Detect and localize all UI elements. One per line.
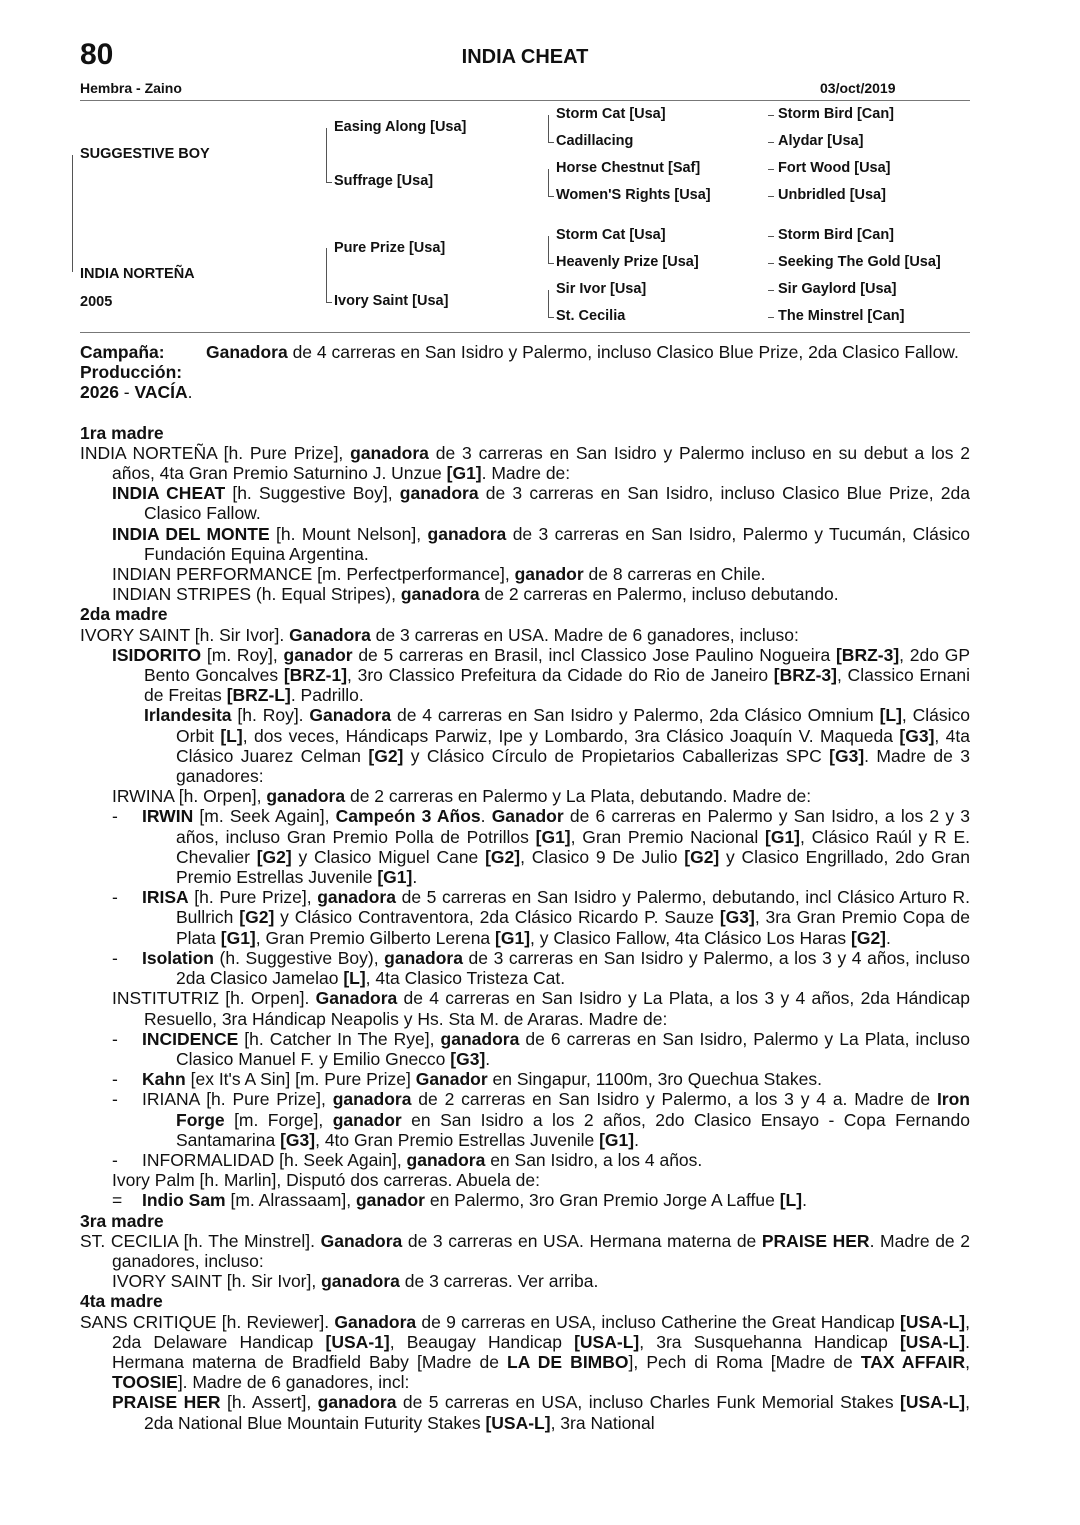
bold-run: LA DE BIMBO <box>507 1351 629 1372</box>
text-run: . <box>485 1048 491 1069</box>
pedigree-entry <box>80 806 970 887</box>
text-run: IRIANA [h. Pure Prize], <box>142 1089 333 1110</box>
pedigree-gen2: Suffrage [Usa] <box>334 173 434 189</box>
pedigree-sire: SUGGESTIVE BOY <box>80 146 210 162</box>
horse-name: INDIA CHEAT <box>461 46 589 68</box>
catalog-body <box>80 342 970 1433</box>
pedigree-gen4: Alydar [Usa] <box>778 133 864 149</box>
top-rule <box>80 100 970 101</box>
bold-run: ganador <box>332 1109 402 1130</box>
production-status: VACÍA <box>134 382 188 403</box>
text-run: , 2do GP Bento Goncalves <box>144 644 971 686</box>
bold-run: ganadora <box>400 584 480 605</box>
gen4-tick <box>768 317 774 318</box>
text-run: INSTITUTRIZ [h. Orpen]. <box>112 988 316 1009</box>
bold-run: [G1] <box>446 463 482 484</box>
bold-run: ganadora <box>384 947 463 968</box>
pedigree-bottom-rule <box>80 332 970 333</box>
text-run: IVORY SAINT [h. Sir Ivor], <box>112 1271 322 1292</box>
section-heading: 4ta madre <box>80 1291 163 1312</box>
pedigree-gen3: Sir Ivor [Usa] <box>556 281 647 297</box>
text-run: , Gran Premio Nacional <box>570 826 765 847</box>
gen2-tick <box>326 302 332 303</box>
text-run: , 3ra Gran Premio Copa de Plata <box>176 907 970 948</box>
gen4-tick <box>768 196 774 197</box>
text-run: de 3 carreras en USA. Madre de 6 ganadores, incluso: <box>370 624 799 645</box>
bold-run: [G2] <box>684 846 720 867</box>
bold-run: [G1] <box>220 927 256 948</box>
text-run: de 2 carreras en Palermo, incluso debutando. <box>479 584 839 605</box>
bold-run: ganador <box>355 1190 425 1211</box>
text-run: de 3 carreras en San Isidro y Palermo incluso en su debut a los 2 años, 4ta Gran Premio Saturnino J. Unzue <box>112 442 971 484</box>
bold-run: ganadora <box>350 442 429 463</box>
bold-run: [USA-L] <box>900 1311 966 1332</box>
text-run: , Clasico 9 De Julio <box>520 846 685 867</box>
production-label: Producción: <box>80 362 183 383</box>
campaign <box>80 342 970 362</box>
text-run: , 2da National Blue Mountain Futurity Stakes <box>144 1392 971 1433</box>
bold-run: Indio Sam <box>142 1190 226 1211</box>
family-sections <box>80 423 970 1433</box>
bold-run: Ganadora <box>309 705 392 726</box>
pedigree-entry <box>80 1231 970 1271</box>
bold-run: Isolation <box>142 947 214 968</box>
bold-run: [USA-L] <box>485 1412 551 1433</box>
text-run: . <box>480 806 492 827</box>
pedigree-gen4: Storm Bird [Can] <box>778 106 894 122</box>
pedigree-gen3: Cadillacing <box>556 133 634 149</box>
bold-run: [L] <box>779 1190 803 1211</box>
text-run: , Gran Premio Gilberto Lerena <box>255 927 496 948</box>
text-run: , 4ta Clasico Tristeza Cat. <box>365 968 566 989</box>
bold-run: ganadora <box>406 1149 486 1170</box>
bold-run: [G3] <box>899 725 935 746</box>
bold-run: ganadora <box>321 1271 400 1292</box>
gen3-bracket <box>548 290 549 318</box>
text-run: de 5 carreras en Brasil, incl Classico Jose Paulino Nogueira <box>352 644 836 665</box>
gen4-tick <box>768 142 774 143</box>
pedigree-entry <box>80 1392 970 1432</box>
list-marker: - <box>112 1089 118 1110</box>
bold-run: [BRZ-L] <box>226 685 291 706</box>
bold-run: IRWIN <box>142 806 194 827</box>
text-run: y Clasico Engrillado, 2do Gran Premio Estrellas Juvenile <box>176 846 971 888</box>
pedigree-gen3: St. Cecilia <box>556 308 626 324</box>
bold-run: [G1] <box>765 826 800 847</box>
gen2-bracket <box>326 128 327 183</box>
text-run: , Clásico Raúl y R E. Chevalier <box>176 826 970 867</box>
gen3-bracket <box>548 236 549 264</box>
bold-run: Ganador <box>491 806 564 827</box>
pedigree-gen3: Horse Chestnut [Saf] <box>556 160 701 176</box>
bold-run: [BRZ-1] <box>283 665 348 686</box>
pedigree-entry <box>80 625 970 645</box>
text-run: de 9 carreras en USA, incluso Catherine the Great Handicap <box>416 1311 901 1332</box>
text-run: INDIA NORTEÑA [h. Pure Prize], <box>80 442 351 463</box>
text-run: SANS CRITIQUE [h. Reviewer]. <box>80 1311 335 1332</box>
text-run: de 8 carreras en Chile. <box>583 564 766 585</box>
bold-run: [USA-L] <box>899 1331 966 1352</box>
bold-run: [G1] <box>599 1129 635 1150</box>
text-run: , 3ro Classico Prefeitura da Cidade do Rio de Janeiro <box>347 665 774 686</box>
pedigree-entry <box>80 483 970 523</box>
list-marker: - <box>112 1149 118 1170</box>
pedigree-entry <box>80 988 970 1028</box>
bold-run: Iron Forge <box>176 1089 970 1130</box>
pedigree-entry <box>80 887 970 948</box>
production-year: 2026 <box>80 382 119 403</box>
text-run: de 5 carreras en USA, incluso Charles Funk Memorial Stakes <box>396 1392 901 1413</box>
bold-run: ganador <box>283 644 353 665</box>
text-run: , 3ra Susquehanna Handicap <box>639 1331 900 1352</box>
bold-run: Ganadora <box>334 1311 417 1332</box>
pedigree-entry <box>80 584 970 604</box>
text-run: [ex It's A Sin] [m. Pure Prize] <box>185 1069 416 1090</box>
pedigree-gen3: Storm Cat [Usa] <box>556 227 666 243</box>
list-marker: - <box>112 887 118 908</box>
pedigree-entry <box>80 948 970 988</box>
pedigree-entry <box>80 645 970 706</box>
bold-run: PRAISE HER <box>112 1392 221 1413</box>
gen4-tick <box>768 263 774 264</box>
bold-run: INDIA CHEAT <box>112 483 226 504</box>
bold-run: Kahn <box>142 1069 186 1090</box>
bold-run: ganadora <box>317 887 396 908</box>
bold-run: [L] <box>343 968 366 989</box>
text-run: . <box>412 867 418 888</box>
bold-run: PRAISE HER <box>761 1230 870 1251</box>
sex-color: Hembra - Zaino <box>80 80 182 96</box>
bold-run: Irlandesita <box>144 705 232 726</box>
text-run: de 3 carreras en San Isidro, incluso Clasico Blue Prize, 2da Clasico Fallow. <box>144 483 970 524</box>
text-run: , 3ra National <box>550 1412 655 1433</box>
list-marker: - <box>112 947 118 968</box>
bold-run: ganadora <box>266 786 346 807</box>
pedigree-entry <box>80 1312 970 1393</box>
text-run: . Padrillo. <box>290 685 364 706</box>
list-marker: - <box>112 806 118 827</box>
bold-run: [G1] <box>535 826 571 847</box>
text-run: de 5 carreras en San Isidro y Palermo, debutando, incl Clásico Arturo R. Bullrich <box>176 887 970 928</box>
text-run: [m. Forge], <box>224 1109 333 1130</box>
bold-run: Campeón 3 Años <box>335 806 481 827</box>
section-heading: 3ra madre <box>80 1210 164 1231</box>
text-run: de 6 carreras en Palermo y San Isidro, a los 2 y 3 años, incluso Gran Premio Polla de Potrillos <box>176 806 970 847</box>
bold-run: [L] <box>220 725 243 746</box>
text-run: en Singapur, 1100m, 3ro Quechua Stakes. <box>487 1069 823 1090</box>
text-run: de 3 carreras en San Isidro, Palermo y Tucumán, Clásico Fundación Equina Argentina. <box>144 523 970 564</box>
pedigree-entry <box>80 1150 970 1170</box>
bold-run: ganadora <box>427 523 507 544</box>
text-run: . Madre de: <box>481 463 571 484</box>
list-marker: - <box>112 1069 118 1090</box>
gen3-tick <box>548 142 554 143</box>
catalog-date: 03/oct/2019 <box>820 80 896 96</box>
bold-run: TOOSIE <box>112 1372 178 1393</box>
bold-run: ganadora <box>317 1392 397 1413</box>
bold-run: TAX AFFAIR <box>860 1351 966 1372</box>
text-run: . Hermana materna de Bradfield Baby [Madre de <box>112 1331 970 1372</box>
pedigree-gen4: Fort Wood [Usa] <box>778 160 891 176</box>
text-run: [h. Suggestive Boy], <box>225 483 400 504</box>
text-run: INDIAN STRIPES (h. Equal Stripes), <box>112 584 401 605</box>
spacer <box>80 403 970 423</box>
text-run: [m. Roy], <box>201 644 284 665</box>
bold-run: IRISA <box>142 887 189 908</box>
pedigree-entry <box>80 786 970 806</box>
gen3-tick <box>548 317 554 318</box>
gen1-bracket <box>72 155 73 272</box>
text-run: INDIAN PERFORMANCE [m. Perfectperformance], <box>112 564 515 585</box>
text-run: [h. Assert], <box>220 1392 318 1413</box>
bold-run: [L] <box>879 705 902 726</box>
pedigree-gen4: Storm Bird [Can] <box>778 227 894 243</box>
pedigree-entry <box>80 564 970 584</box>
production-sep: - <box>118 382 135 403</box>
bold-run: ganador <box>514 564 584 585</box>
gen3-tick <box>548 263 554 264</box>
pedigree-entry <box>80 443 970 483</box>
bold-run: [BRZ-3] <box>773 665 837 686</box>
pedigree-gen2: Pure Prize [Usa] <box>334 240 446 256</box>
gen3-bracket <box>548 115 549 143</box>
text-run: , 4ta Clásico Juarez Celman <box>176 725 970 766</box>
text-run: IVORY SAINT [h. Sir Ivor]. <box>80 624 290 645</box>
bold-run: [G2] <box>485 846 521 867</box>
text-run: de 3 carreras. Ver arriba. <box>399 1271 599 1292</box>
pedigree-entry <box>80 705 970 786</box>
text-run: y Clasico Miguel Cane <box>291 846 486 867</box>
pedigree-entry <box>80 1069 970 1089</box>
text-run: [h. Mount Nelson], <box>269 523 428 544</box>
bold-run: [USA-L] <box>900 1392 966 1413</box>
text-run: . <box>802 1190 807 1211</box>
text-run: , Clásico Orbit <box>176 705 971 746</box>
gen3-bracket <box>548 169 549 197</box>
pedigree-gen4: Seeking The Gold [Usa] <box>778 254 941 270</box>
list-marker: - <box>112 1028 118 1049</box>
bold-run: Ganadora <box>289 624 371 645</box>
bold-run: Ganadora <box>315 988 398 1009</box>
text-run: , Beaugay Handicap <box>389 1331 575 1352</box>
text-run: y Clásico Círculo de Propietarios Caballerizas SPC <box>403 745 830 766</box>
text-run: ST. CECILIA [h. The Minstrel]. <box>80 1230 321 1251</box>
text-run: IRWINA [h. Orpen], <box>112 786 267 807</box>
campaign-result: Ganadora <box>206 342 288 362</box>
pedigree-gen3: Women'S Rights [Usa] <box>556 187 711 203</box>
text-run: INFORMALIDAD [h. Seek Again], <box>142 1149 407 1170</box>
bold-run: Ganador <box>415 1069 488 1090</box>
bold-run: [USA-L] <box>574 1331 640 1352</box>
bold-run: INDIA DEL MONTE <box>112 523 270 544</box>
pedigree-gen3: Storm Cat [Usa] <box>556 106 666 122</box>
bold-run: Ganadora <box>320 1230 403 1251</box>
pedigree-gen4: Unbridled [Usa] <box>778 187 886 203</box>
text-run: de 2 carreras en Palermo y La Plata, debutando. Madre de: <box>345 786 812 807</box>
text-run: [m. Seek Again], <box>193 806 336 827</box>
pedigree-entry <box>80 524 970 564</box>
gen4-tick <box>768 290 774 291</box>
text-run: de 6 carreras en San Isidro, Palermo y La Plata, incluso Clasico Manuel F. y Emilio Gnecco <box>176 1028 970 1069</box>
bold-run: [G3] <box>450 1048 486 1069</box>
gen3-tick <box>548 196 554 197</box>
gen2-tick <box>326 182 332 183</box>
text-run: de 3 carreras en San Isidro y Palermo, a los 3 y 4 años, incluso 2da Clasico Jamelao <box>176 947 970 989</box>
campaign-label: Campaña: <box>80 342 165 362</box>
text-run: , y Clasico Fallow, 4ta Clásico Los Haras <box>530 927 851 948</box>
text-run: , Classico Ernani de Freitas <box>144 665 970 706</box>
text-run: de 4 carreras en San Isidro y Palermo, 2da Clásico Omnium <box>391 705 880 726</box>
bold-run: [G2] <box>239 907 275 928</box>
text-run: . Madre de 2 ganadores, incluso: <box>112 1230 970 1271</box>
bold-run: ganadora <box>440 1028 520 1049</box>
bold-run: [G3] <box>719 907 755 928</box>
bold-run: [G2] <box>851 927 886 948</box>
pedigree-dam-year: 2005 <box>80 294 113 310</box>
text-run: . Madre de 3 ganadores: <box>176 745 971 787</box>
gen4-tick <box>768 236 774 237</box>
pedigree-gen2: Ivory Saint [Usa] <box>334 293 449 309</box>
bold-run: ISIDORITO <box>112 644 202 665</box>
pedigree-entry <box>80 1190 970 1210</box>
text-run: , dos veces, Hándicaps Parwiz, Ipe y Lombardo, 3ra Clásico Joaquín V. Maqueda <box>242 725 900 746</box>
pedigree-gen3: Heavenly Prize [Usa] <box>556 254 699 270</box>
text-run: . <box>886 927 891 948</box>
section-heading: 1ra madre <box>80 422 164 443</box>
bold-run: [G3] <box>829 745 865 766</box>
pedigree-gen4: The Minstrel [Can] <box>778 308 905 324</box>
bold-run: [G1] <box>377 867 413 888</box>
text-run: en San Isidro, a los 4 años. <box>485 1149 703 1170</box>
production-end: . <box>187 382 193 403</box>
text-run: , <box>965 1351 971 1372</box>
pedigree-entry <box>80 1089 970 1150</box>
text-run: [m. Alrassaam], <box>225 1190 356 1211</box>
text-run: [h. Roy]. <box>231 705 310 726</box>
text-run: [h. Pure Prize], <box>188 887 318 908</box>
text-run: Ivory Palm [h. Marlin], Disputó dos carreras. Abuela de: <box>112 1170 540 1191</box>
bold-run: [G1] <box>495 927 531 948</box>
text-run: de 2 carreras en San Isidro y Palermo, a los 3 y 4 a. Madre de <box>411 1089 937 1110</box>
section-heading: 2da madre <box>80 604 168 625</box>
text-run: en Palermo, 3ro Gran Premio Jorge A Laffue <box>424 1190 780 1211</box>
text-run: , 4to Gran Premio Estrellas Juvenile <box>315 1129 600 1150</box>
text-run: . <box>634 1129 639 1150</box>
bold-run: ganadora <box>332 1089 412 1110</box>
pedigree-entry <box>80 1170 970 1190</box>
text-run: (h. Suggestive Boy), <box>213 947 385 968</box>
text-run: ], Pech di Roma [Madre de <box>628 1351 861 1372</box>
gen2-bracket <box>326 248 327 303</box>
pedigree-gen4: Sir Gaylord [Usa] <box>778 281 897 297</box>
campaign-text <box>206 342 970 362</box>
pedigree-gen2: Easing Along [Usa] <box>334 119 467 135</box>
text-run: en San Isidro a los 2 años, 2do Clasico Ensayo - Copa Fernando Santamarina <box>176 1109 970 1150</box>
text-run: de 4 carreras en San Isidro y La Plata, a los 3 y 4 años, 2da Hándicap Resuello, 3ra Hándicap Neapolis y Hs. Sta M. de Araras. Madre de: <box>144 988 970 1029</box>
bold-run: [G3] <box>280 1129 316 1150</box>
pedigree-dam: INDIA NORTEÑA <box>80 266 195 282</box>
gen4-tick <box>768 115 774 116</box>
bold-run: [G2] <box>368 745 404 766</box>
text-run: [h. Catcher In The Rye], <box>238 1028 441 1049</box>
bold-run: ganadora <box>399 483 479 504</box>
list-marker: = <box>112 1190 123 1211</box>
campaign-detail: de 4 carreras en San Isidro y Palermo, incluso Clasico Blue Prize, 2da Clasico Fallow. <box>287 342 959 362</box>
bold-run: INCIDENCE <box>142 1028 239 1049</box>
lot-number: 80 <box>80 38 114 71</box>
text-run: , 2da Delaware Handicap <box>112 1311 971 1352</box>
pedigree-entry <box>80 1271 970 1291</box>
text-run: ]. Madre de 6 ganadores, incl: <box>177 1372 410 1393</box>
pedigree-entry <box>80 1029 970 1069</box>
bold-run: [BRZ-3] <box>835 644 900 665</box>
text-run: de 3 carreras en USA. Hermana materna de <box>402 1230 762 1251</box>
production-line <box>80 382 970 402</box>
bold-run: [USA-1] <box>325 1331 390 1352</box>
text-run: y Clásico Contraventora, 2da Clásico Ricardo P. Sauze <box>274 907 720 928</box>
bold-run: [G2] <box>256 846 292 867</box>
gen4-tick <box>768 169 774 170</box>
